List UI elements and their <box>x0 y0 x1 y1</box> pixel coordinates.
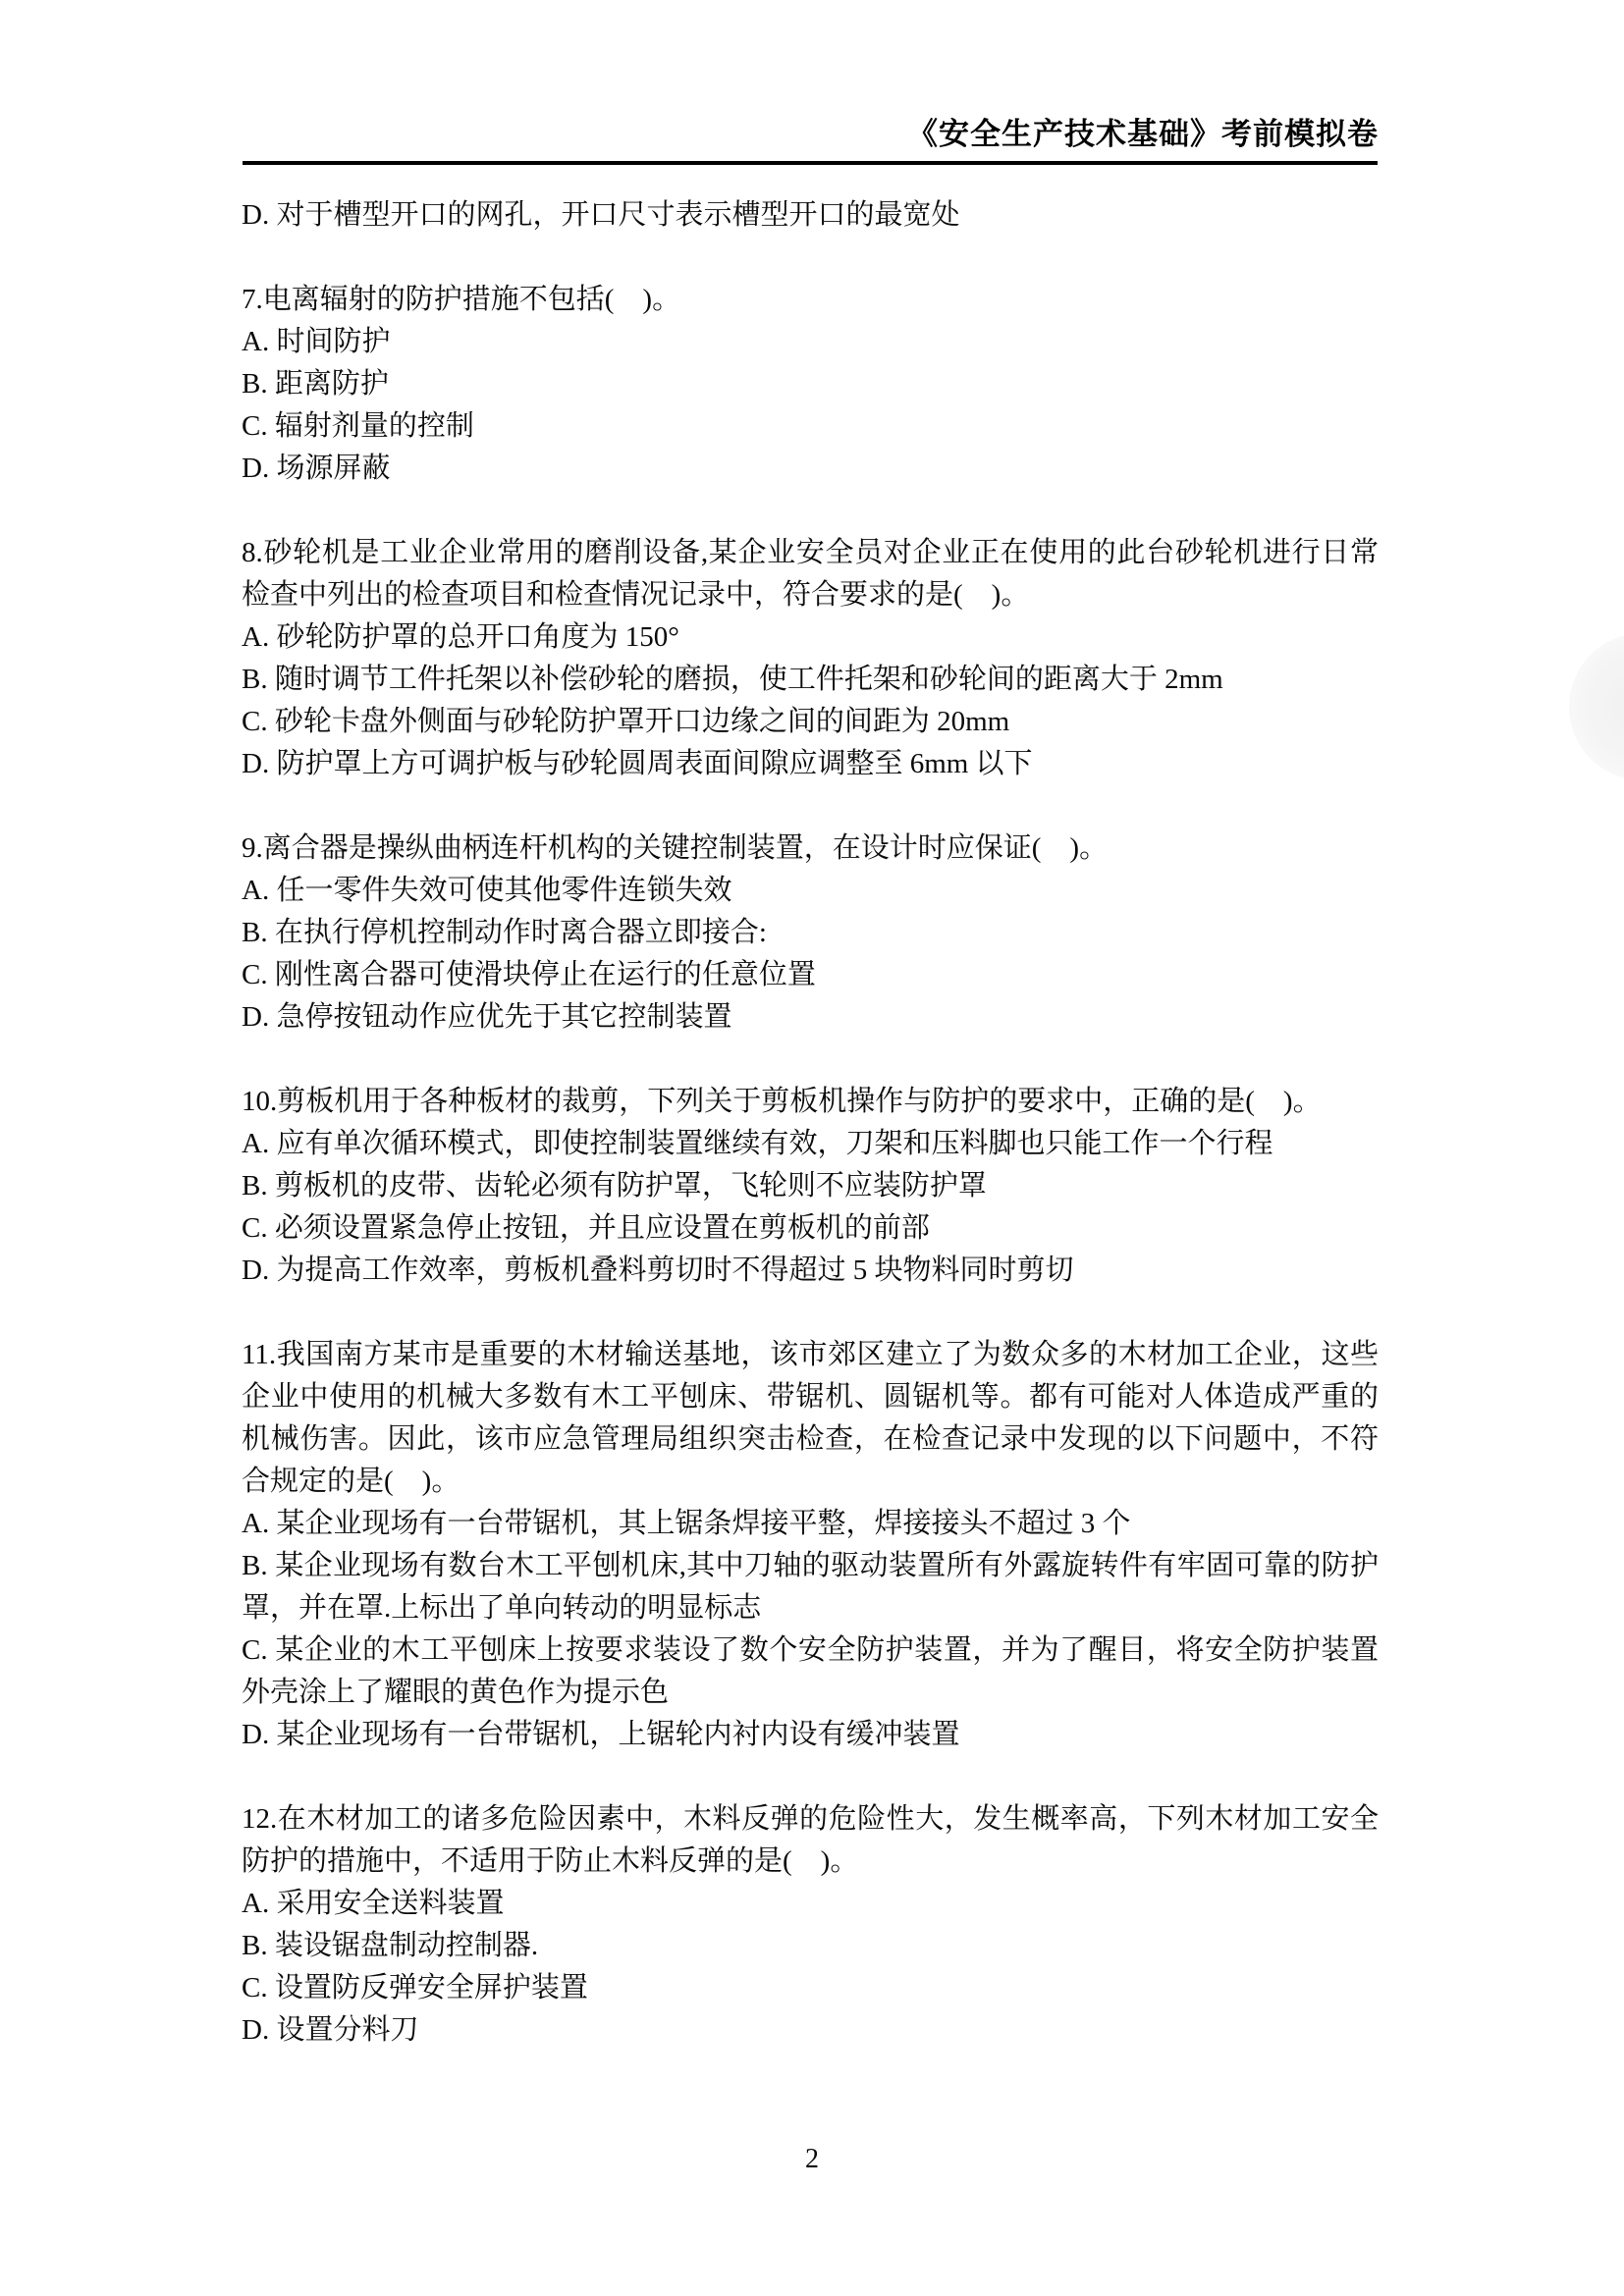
question-8-option-d: D. 防护罩上方可调护板与砂轮圆周表面间隙应调整至 6mm 以下 <box>242 748 1033 779</box>
question-10-option-c: C. 必须设置紧急停止按钮，并且应设置在剪板机的前部 <box>242 1212 930 1244</box>
question-11-option-c: C. 某企业的木工平刨床上按要求装设了数个安全防护装置，并为了醒目，将安全防护装置外壳涂上了耀眼的黄色作为提示色 <box>242 1634 1379 1708</box>
carryover-option-d: D. 对于槽型开口的网孔，开口尺寸表示槽型开口的最宽处 <box>242 199 960 231</box>
question-10 <box>242 1081 1379 1292</box>
question-7 <box>242 279 1379 490</box>
question-7-option-d: D. 场源屏蔽 <box>242 453 391 484</box>
question-10-option-d: D. 为提高工作效率，剪板机叠料剪切时不得超过 5 块物料同时剪切 <box>242 1255 1074 1286</box>
question-9-option-d: D. 急停按钮动作应优先于其它控制装置 <box>242 1001 732 1033</box>
question-11-stem: 11.我国南方某市是重要的木材输送基地，该市郊区建立了为数众多的木材加工企业，这些企业中使用的机械大多数有木工平刨床、带锯机、圆锯机等。都有可能对人体造成严重的机械伤害。因此，该市应急管理局组织突击检查，在检查记录中发现的以下问题中，不符合规定的是( )。 <box>242 1339 1379 1497</box>
header-divider-rule <box>243 161 1378 165</box>
question-11-option-b: B. 某企业现场有数台木工平刨机床,其中刀轴的驱动装置所有外露旋转件有牢固可靠的防护罩，并在罩.上标出了单向转动的明显标志 <box>242 1550 1379 1624</box>
question-8-option-b: B. 随时调节工件托架以补偿砂轮的磨损，使工件托架和砂轮间的距离大于 2mm <box>242 664 1223 695</box>
question-10-option-b: B. 剪板机的皮带、齿轮必须有防护罩，飞轮则不应装防护罩 <box>242 1170 987 1201</box>
question-9 <box>242 828 1379 1039</box>
question-7-option-b: B. 距离防护 <box>242 368 389 400</box>
question-8-stem: 8.砂轮机是工业企业常用的磨削设备,某企业安全员对企业正在使用的此台砂轮机进行日常检查中列出的检查项目和检查情况记录中，符合要求的是( )。 <box>242 537 1379 611</box>
question-8-option-c: C. 砂轮卡盘外侧面与砂轮防护罩开口边缘之间的间距为 20mm <box>242 706 1010 737</box>
question-7-option-a: A. 时间防护 <box>242 326 391 357</box>
page-header-title: 《安全生产技术基础》考前模拟卷 <box>907 117 1379 151</box>
question-12 <box>242 1798 1379 2052</box>
question-12-option-b: B. 装设锯盘制动控制器. <box>242 1930 539 1961</box>
page-number: 2 <box>805 2144 819 2174</box>
question-9-stem: 9.离合器是操纵曲柄连杆机构的关键控制装置，在设计时应保证( )。 <box>242 832 1109 864</box>
question-10-stem: 10.剪板机用于各种板材的裁剪，下列关于剪板机操作与防护的要求中，正确的是( )。 <box>242 1086 1322 1117</box>
question-9-option-a: A. 任一零件失效可使其他零件连锁失效 <box>242 875 732 906</box>
question-9-option-b: B. 在执行停机控制动作时离合器立即接合: <box>242 917 767 948</box>
question-7-stem: 7.电离辐射的防护措施不包括( )。 <box>242 284 681 315</box>
question-9-option-c: C. 刚性离合器可使滑块停止在运行的任意位置 <box>242 959 816 990</box>
question-11 <box>242 1334 1379 1756</box>
question-10-option-a: A. 应有单次循环模式，即使控制装置继续有效，刀架和压料脚也只能工作一个行程 <box>242 1128 1273 1159</box>
question-12-stem: 12.在木材加工的诸多危险因素中，木料反弹的危险性大，发生概率高，下列木材加工安全防护的措施中，不适用于防止木料反弹的是( )。 <box>242 1803 1379 1877</box>
exam-body <box>242 194 1379 2052</box>
question-8 <box>242 532 1379 785</box>
watermark-circle <box>1569 633 1624 780</box>
question-8-option-a: A. 砂轮防护罩的总开口角度为 150° <box>242 621 679 653</box>
question-12-option-c: C. 设置防反弹安全屏护装置 <box>242 1972 588 2003</box>
question-12-option-d: D. 设置分料刀 <box>242 2014 419 2046</box>
question-7-option-c: C. 辐射剂量的控制 <box>242 410 474 442</box>
question-11-option-a: A. 某企业现场有一台带锯机，其上锯条焊接平整，焊接接头不超过 3 个 <box>242 1508 1131 1539</box>
question-11-option-d: D. 某企业现场有一台带锯机，上锯轮内衬内设有缓冲装置 <box>242 1719 960 1750</box>
question-12-option-a: A. 采用安全送料装置 <box>242 1888 505 1919</box>
